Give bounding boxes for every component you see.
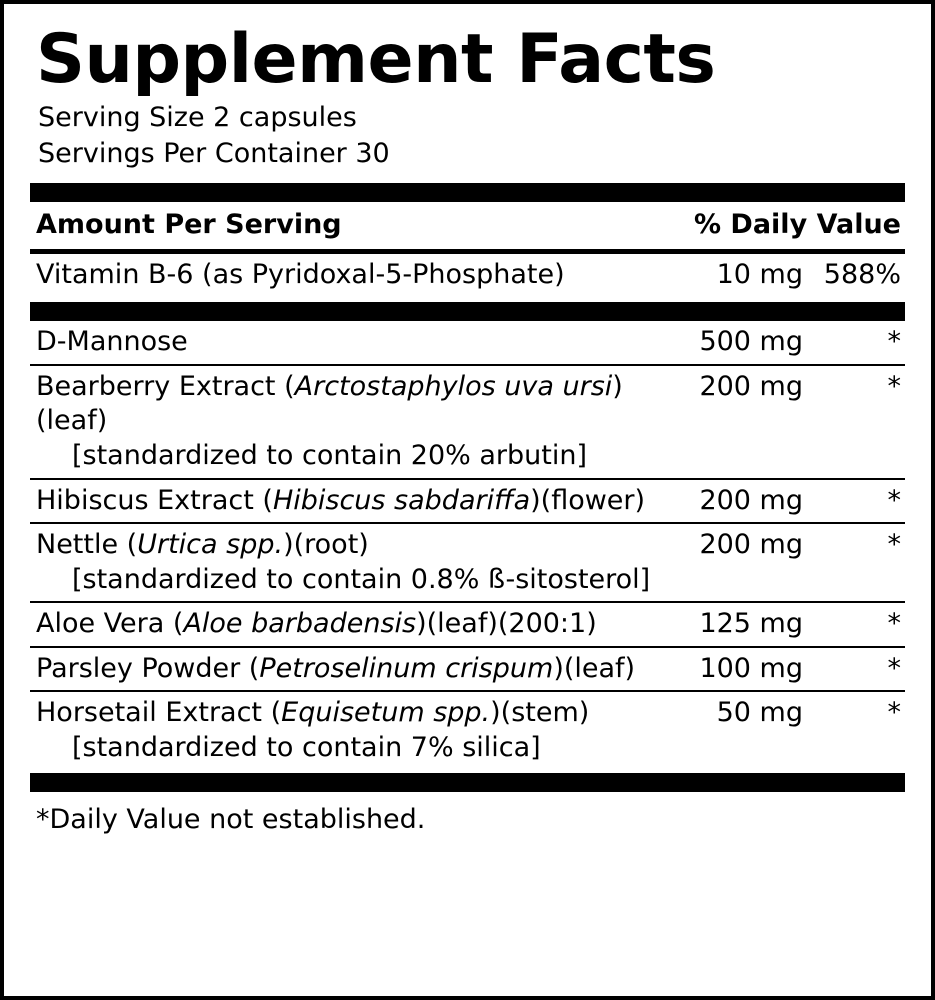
ingredient-amount: 200 mg xyxy=(699,370,803,402)
serving-size-line: Serving Size 2 capsules xyxy=(38,102,357,133)
table-row xyxy=(30,603,905,646)
ingredient-daily-value: * xyxy=(887,697,901,729)
table-row xyxy=(30,254,905,297)
nutrient-name: Vitamin B-6 (as Pyridoxal-5-Phosphate) xyxy=(36,258,565,290)
daily-value-header: % Daily Value xyxy=(693,209,901,241)
table-row xyxy=(30,524,905,601)
ingredient-amount: 100 mg xyxy=(699,652,803,684)
table-row xyxy=(30,648,905,691)
ingredient-daily-value: * xyxy=(887,529,901,561)
nutrient-amount: 10 mg xyxy=(716,258,803,290)
ingredient-daily-value: * xyxy=(887,484,901,516)
divider-bar-bottom xyxy=(30,773,905,792)
page-title: Supplement Facts xyxy=(36,20,716,99)
ingredient-amount: 50 mg xyxy=(716,697,803,729)
table-row xyxy=(30,321,905,364)
ingredient-amount: 200 mg xyxy=(699,529,803,561)
ingredient-name: Horsetail Extract (Equisetum spp.)(stem) [standardized to contain 7% silica] xyxy=(30,696,671,765)
ingredient-name: Nettle (Urtica spp.)(root) [standardized to contain 0.8% ß-sitosterol] xyxy=(30,528,671,597)
ingredient-name: Aloe Vera (Aloe barbadensis)(leaf)(200:1) xyxy=(36,608,597,640)
table-row xyxy=(30,366,905,478)
divider-bar-top xyxy=(30,183,905,202)
ingredient-daily-value: * xyxy=(887,608,901,640)
daily-value-footnote: *Daily Value not established. xyxy=(36,804,426,836)
ingredient-amount: 500 mg xyxy=(699,326,803,358)
table-row xyxy=(30,480,905,523)
nutrient-daily-value: 588% xyxy=(823,258,901,290)
ingredient-standardization-note: [standardized to contain 0.8% ß-sitosterol] xyxy=(72,563,651,595)
ingredient-daily-value: * xyxy=(887,370,901,402)
ingredient-name: Bearberry Extract (Arctostaphylos uva ursi)(leaf) [standardized to contain 20% arbutin] xyxy=(30,370,671,474)
ingredient-name: Hibiscus Extract (Hibiscus sabdariffa)(flower) xyxy=(36,484,646,516)
divider-bar-middle xyxy=(30,302,905,321)
ingredient-daily-value: * xyxy=(887,652,901,684)
ingredient-daily-value: * xyxy=(887,326,901,358)
ingredient-amount: 125 mg xyxy=(699,608,803,640)
ingredient-name: Parsley Powder (Petroselinum crispum)(leaf) xyxy=(36,652,636,684)
ingredient-standardization-note: [standardized to contain 7% silica] xyxy=(72,731,541,763)
servings-per-container-line: Servings Per Container 30 xyxy=(38,137,390,169)
table-header-row xyxy=(30,202,905,249)
ingredient-name: D-Mannose xyxy=(36,326,188,358)
ingredient-amount: 200 mg xyxy=(699,484,803,516)
bottom-spacer xyxy=(30,837,905,986)
amount-per-serving-header: Amount Per Serving xyxy=(36,209,342,241)
table-row xyxy=(30,692,905,769)
ingredient-standardization-note: [standardized to contain 20% arbutin] xyxy=(72,439,588,471)
